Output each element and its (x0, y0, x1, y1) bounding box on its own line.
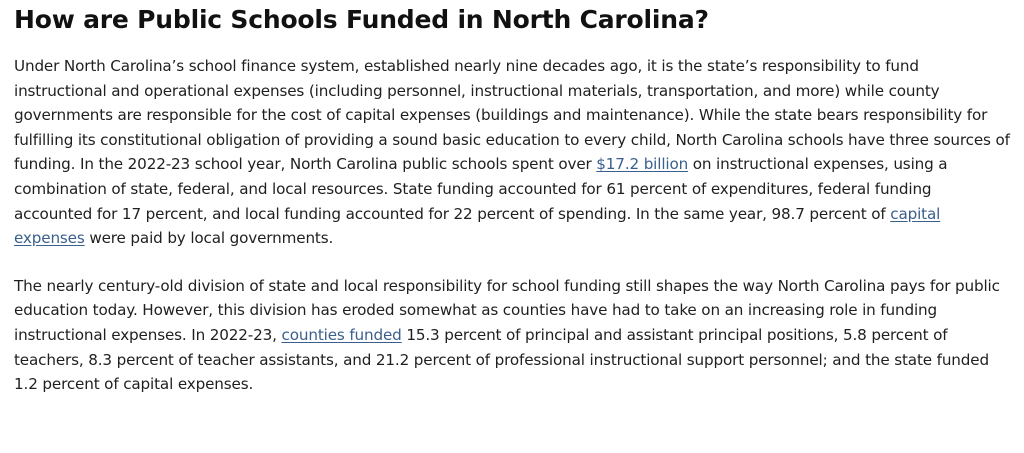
counties-funded-link[interactable]: counties funded (281, 325, 402, 344)
paragraph2-text-b: 15.3 percent of principal and assistant principal positions, 5.8 percent of teachers, 8.3 percent of teacher assistants, and 21.2 percent of professional instructional support personnel; and the state funded 1.2 percent of capital expenses. (14, 325, 989, 394)
paragraph-school-finance-system (14, 54, 1010, 251)
capital-expenses-link[interactable]: capital expenses (14, 204, 941, 248)
paragraph1-text-b: on instructional expenses, using a combination of state, federal, and local resources. State funding accounted for 61 percent of expenditures, federal funding accounted for 17 percent, and local funding accounted for 22 percent of spending. In the same year, 98.7 percent of (14, 155, 948, 223)
paragraph-state-local-division (14, 274, 1010, 397)
paragraph1-text-c: were paid by local governments. (84, 229, 334, 248)
paragraph2-text-a: The nearly century-old division of state and local responsibility for school funding still shapes the way North Carolina pays for public education today. However, this division has eroded somewhat as counties have had to take on an increasing role in funding instructional expenses. In 2022-23, (14, 276, 1000, 344)
page-title: How are Public Schools Funded in North Carolina? (14, 5, 709, 34)
spending-total-link[interactable]: $17.2 billion (596, 155, 689, 174)
paragraph1-text-a: Under North Carolina’s school finance system, established nearly nine decades ago, it is the state’s responsibility to fund instructional and operational expenses (including personnel, instructional materials, transportation, and more) while county governments are responsible for the cost of capital expenses (buildings and maintenance). While the state bears responsibility for fulfilling its constitutional obligation of providing a sound basic education to every child, North Carolina schools have three sources of funding. In the 2022-23 school year, North Carolina public schools spent over (14, 57, 1010, 174)
